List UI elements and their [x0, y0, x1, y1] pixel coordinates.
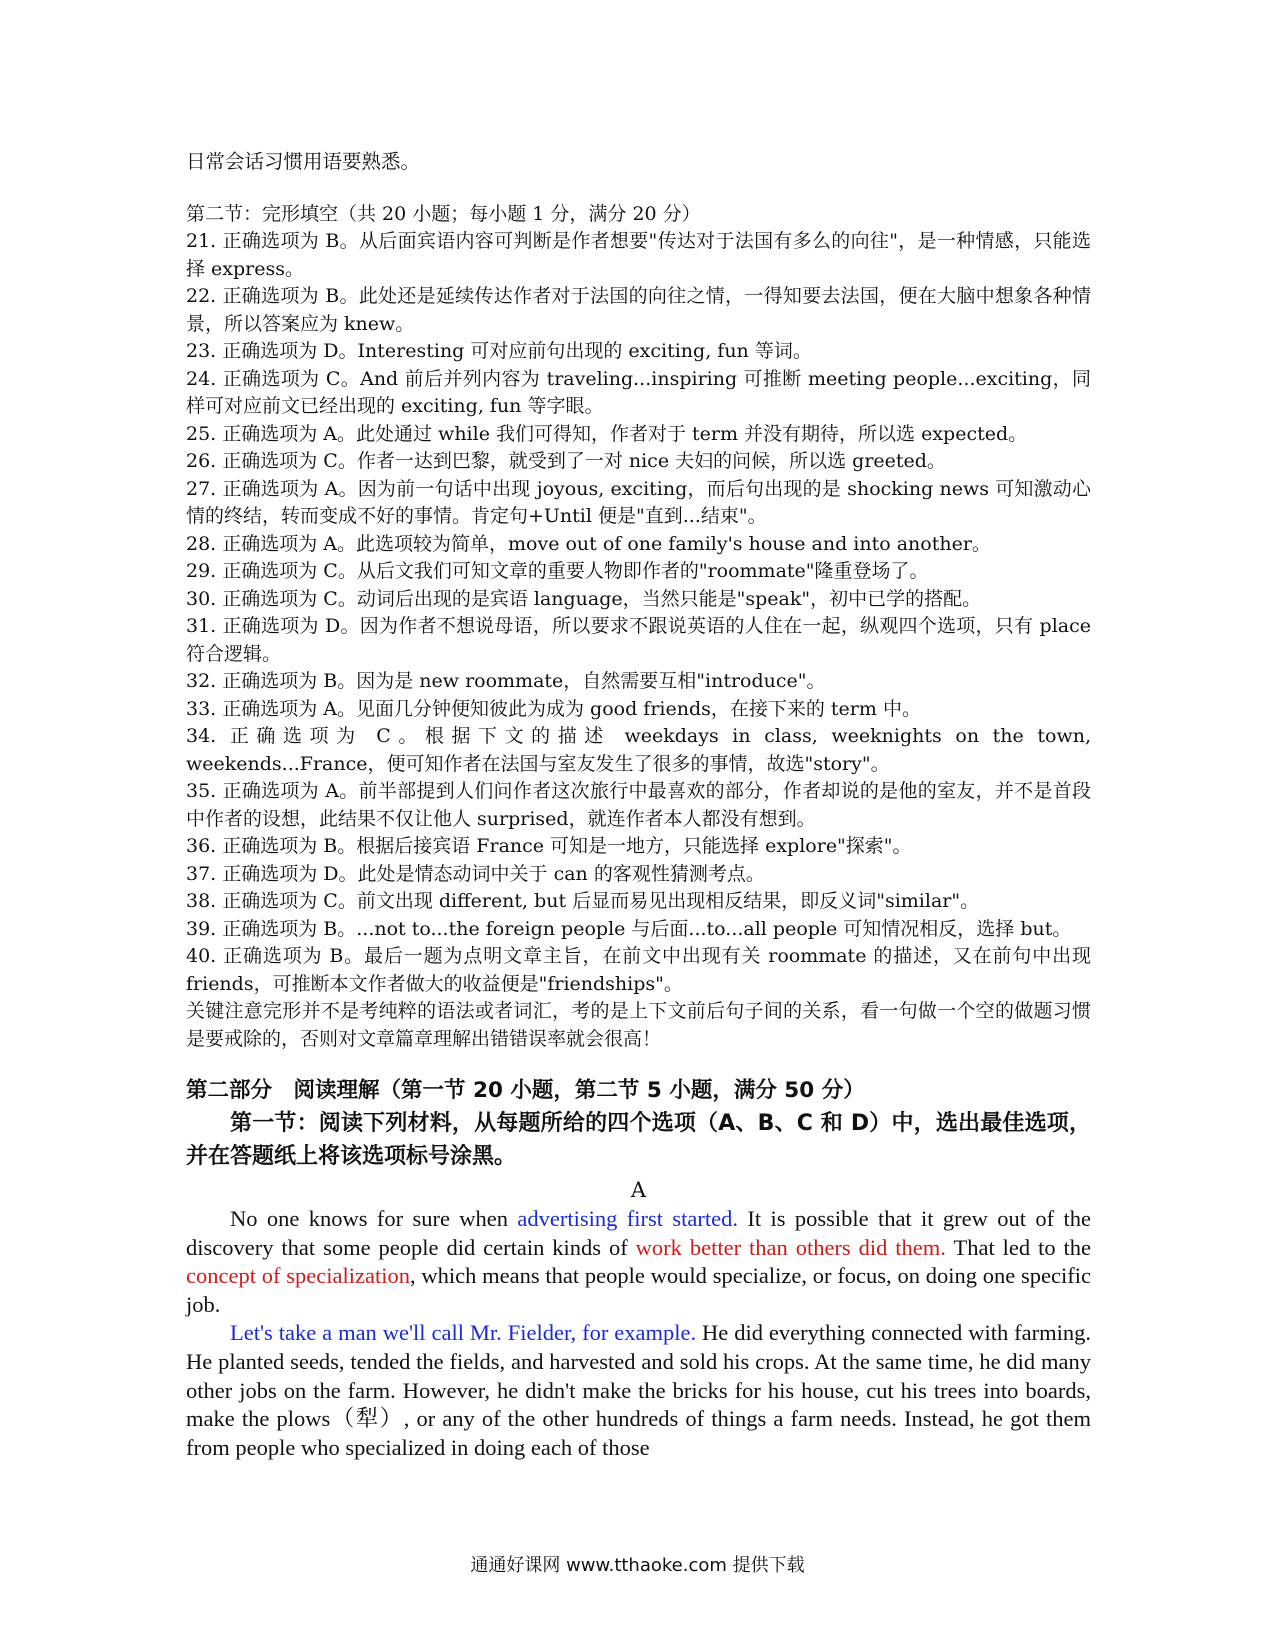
passage-paragraph-1 — [186, 1205, 1091, 1319]
answer-29: 29. 正确选项为 C。从后文我们可知文章的重要人物即作者的"roommate"隆重登场了。 — [186, 560, 929, 582]
answer-28: 28. 正确选项为 A。此选项较为简单，move out of one family's house and into another。 — [186, 532, 991, 555]
answer-31: 31. 正确选项为 D。因为作者不想说母语，所以要求不跟说英语的人住在一起，纵观四个选项，只有 place 符合逻辑。 — [186, 615, 1091, 665]
answer-34: 34. 正确选项为 C。根据下文的描述 weekdays in class, weeknights on the town, weekends...France，便可知作者在法国与室友发生了很多的事情，故选"story"。 — [186, 725, 1091, 775]
p1-text-e: That led to the — [945, 1234, 1092, 1260]
passage-label: A — [630, 1178, 647, 1202]
reading-subheader: 第一节：阅读下列材料，从每题所给的四个选项（A、B、C 和 D）中，选出最佳选项，并在答题纸上将该选项标号涂黑。 — [186, 1111, 1091, 1169]
passage-paragraph-2 — [186, 1319, 1091, 1462]
p1-highlight-blue: advertising first started. — [517, 1206, 738, 1231]
answer-38: 38. 正确选项为 C。前文出现 different, but 后显而易见出现相反结果，即反义词"similar"。 — [186, 890, 980, 912]
p1-text-g: , which means that people would specialize, or focus, on doing one specific job. — [186, 1263, 1091, 1317]
p1-text-a: No one knows for sure when — [230, 1206, 518, 1231]
answer-37: 37. 正确选项为 D。此处是情态动词中关于 can 的客观性猜测考点。 — [186, 862, 765, 885]
answer-23: 23. 正确选项为 D。Interesting 可对应前句出现的 exciting, fun 等词。 — [186, 340, 812, 362]
page-content — [186, 148, 1091, 1462]
intro-line: 日常会话习惯用语要熟悉。 — [186, 150, 421, 173]
answer-21: 21. 正确选项为 B。从后面宾语内容可判断是作者想要"传达对于法国有多么的向往"，是一种情感，只能选择 express。 — [186, 230, 1091, 280]
p1-highlight-red-1: work better than others did them. — [635, 1234, 946, 1260]
cloze-section — [186, 201, 1091, 1054]
answer-39: 39. 正确选项为 B。...not to...the foreign people 与后面...to...all people 可知情况相反，选择 but。 — [186, 917, 1072, 940]
answer-24: 24. 正确选项为 C。And 前后并列内容为 traveling...inspiring 可推断 meeting people...exciting，同样可对应前文已经出现的 exciting, fun 等字眼。 — [186, 367, 1091, 417]
answer-30: 30. 正确选项为 C。动词后出现的是宾语 language，当然只能是"speak"，初中已学的搭配。 — [186, 587, 982, 610]
answer-25: 25. 正确选项为 A。此处通过 while 我们可得知，作者对于 term 并没有期待，所以选 expected。 — [186, 422, 1028, 445]
cloze-note: 关键注意完形并不是考纯粹的语法或者词汇，考的是上下文前后句子间的关系，看一句做一个空的做题习惯是要戒除的，否则对文章篇章理解出错错误率就会很高！ — [186, 1000, 1091, 1050]
answer-40: 40. 正确选项为 B。最后一题为点明文章主旨，在前文中出现有关 roommate 的描述，又在前句中出现 friends，可推断本文作者做大的收益便是"friendships"。 — [186, 945, 1091, 995]
answer-33: 33. 正确选项为 A。见面几分钟便知彼此为成为 good friends，在接下来的 term 中。 — [186, 697, 921, 720]
cloze-header: 第二节：完形填空（共 20 小题；每小题 1 分，满分 20 分） — [186, 202, 701, 225]
p1-highlight-red-2: concept of specialization — [186, 1263, 410, 1289]
answer-27: 27. 正确选项为 A。因为前一句话中出现 joyous, exciting，而后句出现的是 shocking news 可知激动心情的终结，转而变成不好的事情。肯定句+Until 便是"直到...结束"。 — [186, 477, 1091, 527]
p2-highlight-blue: Let's take a man we'll call Mr. Fielder, for example. — [230, 1320, 697, 1346]
answer-35: 35. 正确选项为 A。前半部提到人们问作者这次旅行中最喜欢的部分，作者却说的是他的室友，并不是首段中作者的设想，此结果不仅让他人 surprised，就连作者本人都没有想到。 — [186, 780, 1091, 830]
reading-header: 第二部分 阅读理解（第一节 20 小题，第二节 5 小题，满分 50 分） — [186, 1078, 865, 1103]
answer-26: 26. 正确选项为 C。作者一达到巴黎，就受到了一对 nice 夫妇的问候，所以选 greeted。 — [186, 450, 946, 472]
answer-22: 22. 正确选项为 B。此处还是延续传达作者对于法国的向往之情，一得知要去法国，便在大脑中想象各种情景，所以答案应为 knew。 — [186, 285, 1091, 335]
answer-32: 32. 正确选项为 B。因为是 new roommate，自然需要互相"introduce"。 — [186, 670, 826, 692]
p1-text-c: It is possible that it grew out of the discovery that some people did certain kinds of — [186, 1206, 1091, 1260]
page-footer: 通通好课网 www.tthaoke.com 提供下载 — [470, 1555, 805, 1576]
p2-text-b: He did everything connected with farming. He planted seeds, tended the fields, and harvested and sold his crops. At the same time, he did many other jobs on the farm. However, he didn't make the bricks for his house, cut his trees into boards, make the plows（犁）, or any of the other hundreds of things a farm needs. Instead, he got them from people who specialized in doing each of those — [186, 1320, 1091, 1460]
answer-36: 36. 正确选项为 B。根据后接宾语 France 可知是一地方，只能选择 explore"探索"。 — [186, 835, 912, 857]
